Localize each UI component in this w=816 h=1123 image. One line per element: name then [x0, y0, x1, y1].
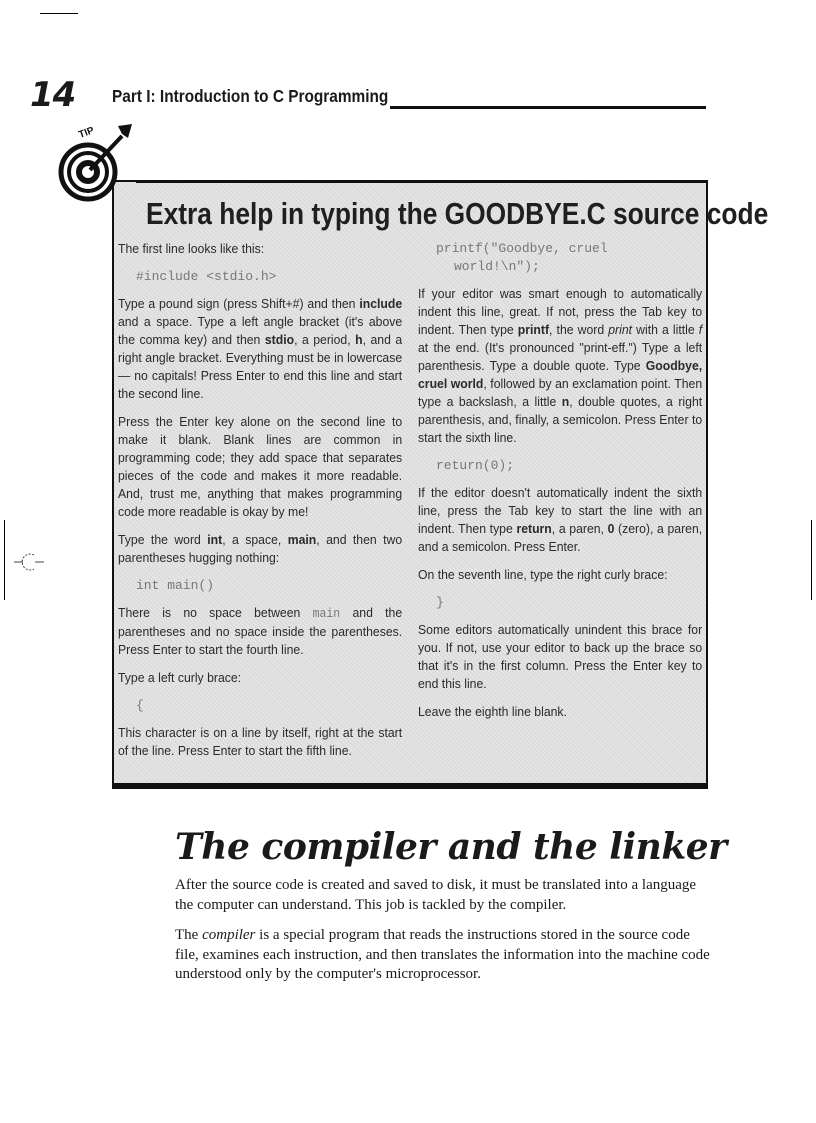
paragraph: After the source code is created and saved to disk, it must be translated into a language the computer can understand. This job is tackled by the compiler. — [175, 877, 697, 913]
sidebar-bottom-rule — [112, 785, 708, 789]
code-line: #include <stdio.h> — [136, 269, 277, 284]
sidebar-right-column — [418, 240, 704, 731]
code-line: world!\n"); — [454, 259, 540, 274]
tip-label: TIP — [77, 125, 96, 141]
code-line: { — [136, 698, 144, 713]
paragraph: If your editor was smart enough to automatically indent this line, great. If not, press the Tab key to indent. Then type printf, the word print with a little f at the end. (It's pronounced "print-eff.") Type a left parenthesis. Type a double quote. Type Goodbye, cruel world, followed by an exclamation point. Then type a backslash, a little n, double quotes, a right parenthesis, and, finally, a semicolon. Press Enter to start the sixth line. — [418, 286, 703, 445]
paragraph: Leave the eighth line blank. — [418, 704, 567, 719]
running-head: Part I: Introduction to C Programming — [112, 86, 389, 106]
paragraph: Type a left curly brace: — [118, 670, 242, 685]
code-line: int main() — [136, 578, 215, 593]
sidebar-title: Extra help in typing the GOODBYE.C source code — [146, 196, 769, 231]
code-line: return(0); — [436, 458, 515, 473]
crop-mark-left — [4, 520, 5, 600]
paragraph: There is no space between main and the parentheses and no space inside the parentheses. Press Enter to start the fourth line. — [118, 605, 403, 657]
paragraph: Press the Enter key alone on the second line to make it blank. Blank lines are common in programming code; they add space that separates pieces of the code and makes it more readable. And, trust me, anything that makes programming code more readable is okay by me! — [118, 414, 403, 519]
paragraph: Type a pound sign (press Shift+#) and then include and a space. Type a left angle bracket (it's above the comma key) and then stdio, a period, h, and a right angle bracket. Everything must be in lowercase — no capitals! Press Enter to end this line and start the second line. — [118, 296, 403, 401]
header-rule — [390, 106, 706, 109]
crop-mark-right — [811, 520, 812, 600]
crop-mark-top — [40, 13, 78, 14]
sidebar-top-rule — [136, 180, 708, 183]
sidebar-left-column — [118, 240, 404, 770]
registration-mark-icon — [14, 550, 44, 574]
page-number: 14 — [30, 75, 76, 115]
code-line: } — [436, 595, 444, 610]
code-line: printf("Goodbye, cruel — [436, 241, 608, 256]
paragraph: The first line looks like this: — [118, 241, 265, 256]
tip-target-icon — [52, 120, 140, 202]
paragraph: On the seventh line, type the right curly brace: — [418, 567, 668, 582]
section-heading: The compiler and the linker — [175, 826, 727, 868]
paragraph: If the editor doesn't automatically indent the sixth line, press the Tab key to start the line with an indent. Then type return, a paren, 0 (zero), a paren, and a semicolon. Press Enter. — [418, 485, 703, 554]
paragraph: This character is on a line by itself, right at the start of the line. Press Enter to start the fifth line. — [118, 725, 403, 758]
paragraph: The compiler is a special program that reads the instructions stored in the source code file, examines each instruction, and then translates the information into the machine code understood only by the computer's microprocessor. — [175, 927, 710, 982]
paragraph: Some editors automatically unindent this brace for you. If not, use your editor to back up the brace so that it's in the first column. Press the Enter key to end this line. — [418, 622, 703, 691]
paragraph: Type the word int, a space, main, and then two parentheses hugging nothing: — [118, 532, 403, 565]
section-body — [175, 876, 715, 996]
